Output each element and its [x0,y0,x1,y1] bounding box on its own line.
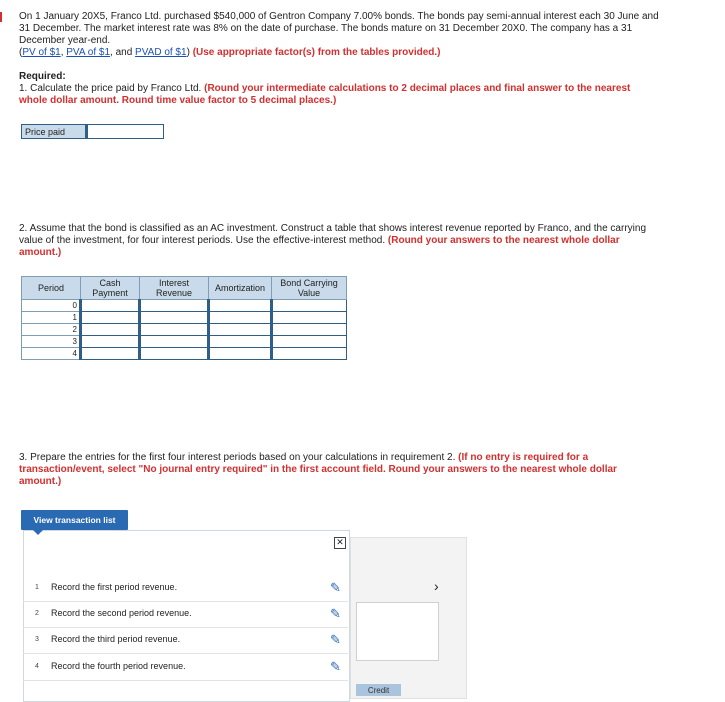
divider [23,680,348,681]
pv-table-link[interactable]: PV of $1 [22,47,61,58]
close-icon[interactable]: ✕ [334,537,346,549]
cash-payment-input[interactable] [81,348,140,360]
table-row [22,324,347,336]
interest-revenue-input[interactable] [140,312,209,324]
col-header-interest-revenue: Interest Revenue [140,277,209,300]
table-row [22,336,347,348]
paren-open: ( [19,47,23,58]
period-cell: 2 [22,324,81,336]
interest-revenue-input[interactable] [140,348,209,360]
table-row [22,348,347,360]
transaction-number: 2 [35,610,39,617]
carrying-value-input[interactable] [272,348,347,360]
required-heading: Required: [19,71,66,82]
requirement-1 [19,83,659,107]
transaction-item[interactable] [23,601,348,627]
cash-payment-input[interactable] [81,336,140,348]
intro-text: On 1 January 20X5, Franco Ltd. purchased $540,000 of Gentron Company 7.00% bonds. The bonds pay semi-annual interest each 30 June and 31 December. The market interest rate was 8% on the date of purchase. The bonds mature on 31 December 20X0. The company has a 31 December year-end. [19,11,659,46]
pencil-icon[interactable]: ✎ [330,606,341,621]
chevron-right-icon[interactable]: › [434,578,439,594]
carrying-value-input[interactable] [272,336,347,348]
period-cell: 4 [22,348,81,360]
sep: , [60,47,67,58]
problem-intro [19,11,659,59]
transaction-number: 1 [35,584,39,591]
table-row [22,312,347,324]
carrying-value-input[interactable] [272,300,347,312]
col-header-period: Period [22,277,81,300]
col-header-cash-payment: Cash Payment [81,277,140,300]
price-paid-label: Price paid [21,124,85,139]
transaction-number: 3 [35,636,39,643]
entry-preview-box [356,602,439,661]
price-paid-row [21,124,164,139]
requirement-3 [19,452,639,488]
amortization-input[interactable] [209,312,272,324]
col-header-amortization: Amortization [209,277,272,300]
col-header-carrying-value: Bond Carrying Value [272,277,347,300]
req2-note: (Round your answers to the nearest whole dollar amount.) [19,235,620,258]
pencil-icon[interactable]: ✎ [330,659,341,674]
cash-payment-input[interactable] [81,312,140,324]
sep: , and [110,47,136,58]
amortization-input[interactable] [209,336,272,348]
button-pointer [33,530,43,535]
pencil-icon[interactable]: ✎ [330,580,341,595]
period-cell: 3 [22,336,81,348]
tables-note: (Use appropriate factor(s) from the tables provided.) [192,47,441,58]
transaction-label: Record the second period revenue. [51,608,192,618]
carrying-value-input[interactable] [272,312,347,324]
pencil-icon[interactable]: ✎ [330,632,341,647]
transaction-item[interactable] [23,654,348,680]
price-paid-input[interactable] [85,124,164,139]
transaction-label: Record the third period revenue. [51,634,181,644]
paren-close: ) [186,47,190,58]
transaction-label: Record the fourth period revenue. [51,661,186,671]
interest-revenue-input[interactable] [140,336,209,348]
amortization-input[interactable] [209,324,272,336]
requirement-2 [19,223,649,259]
transaction-number: 4 [35,663,39,670]
required-indicator [0,12,2,22]
transaction-item[interactable] [23,627,348,653]
pva-table-link[interactable]: PVA of $1 [66,47,111,58]
cash-payment-input[interactable] [81,324,140,336]
interest-revenue-input[interactable] [140,324,209,336]
transaction-item[interactable] [23,575,348,601]
carrying-value-input[interactable] [272,324,347,336]
req3-note: (If no entry is required for a transaction/event, select "No journal entry required" in the first account field. Round your answers to the nearest whole dollar amount.) [19,452,617,487]
amortization-table [21,276,347,360]
table-row [22,300,347,312]
credit-column-header: Credit [356,684,401,696]
pvad-table-link[interactable]: PVAD of $1 [135,47,187,58]
req1-text: 1. Calculate the price paid by Franco Ltd. [19,83,205,94]
period-cell: 1 [22,312,81,324]
interest-revenue-input[interactable] [140,300,209,312]
period-cell: 0 [22,300,81,312]
req2-text: 2. Assume that the bond is classified as an AC investment. Construct a table that shows interest revenue reported by Franco, and the carrying value of the investment, for four interest periods. Use the effective-interest method. [19,223,647,246]
req1-note: (Round your intermediate calculations to 2 decimal places and final answer to the nearest whole dollar amount. Round time value factor to 5 decimal places.) [19,83,631,106]
amortization-input[interactable] [209,300,272,312]
amortization-input[interactable] [209,348,272,360]
transaction-label: Record the first period revenue. [51,582,178,592]
cash-payment-input[interactable] [81,300,140,312]
view-transaction-list-button[interactable]: View transaction list [21,510,128,530]
req3-text: 3. Prepare the entries for the first four interest periods based on your calculations in requirement 2. [19,452,459,463]
